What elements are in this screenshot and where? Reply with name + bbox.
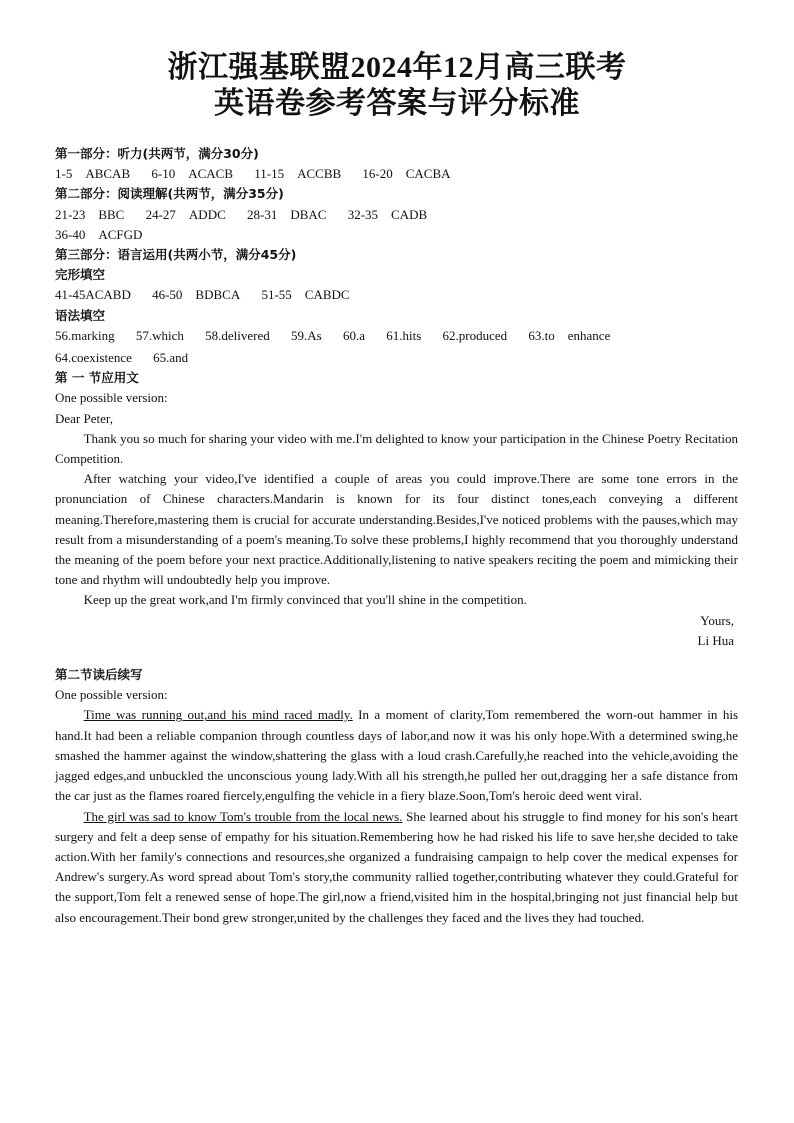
version-label: One possible version: [55,687,168,703]
answer-item: 63.to enhance [528,327,611,343]
answer-group: 6-10 ACACB [151,166,233,182]
continuation-paragraph [55,807,738,928]
given-first-sentence: Time was running out,and his mind raced madly. [83,707,353,723]
part2-answers-row2 [55,225,738,245]
part2-heading: 第二部分：阅读理解(共两节，满分35分) [55,186,284,202]
answer-group: 51-55 CABDC [261,287,350,303]
version-label: One possible version: [55,390,168,406]
answer-group: 21-23 BBC [55,206,125,222]
answer-item: 62.produced [442,327,508,343]
answer-item: 65.and [153,350,189,366]
writing1-heading: 第 一 节应用文 [55,370,139,386]
letter-closing: Yours, [700,612,734,628]
letter-paragraph: Keep up the great work,and I'm firmly convinced that you'll shine in the competition. [83,592,527,608]
answer-group: 11-15 ACCBB [254,166,342,182]
grammar-heading: 语法填空 [55,307,106,323]
answer-group: 28-31 DBAC [247,206,327,222]
part1-heading: 第一部分：听力(共两节，满分30分) [55,146,259,161]
part1-answers [55,164,738,184]
grammar-answers-row2 [55,348,738,368]
answer-group: 36-40 ACFGD [55,226,143,242]
answer-group: 16-20 CACBA [362,166,451,182]
letter-paragraph: After watching your video,I've identified a couple of areas you could improve.There are some tone errors in the pronunciation of Chinese characters.Mandarin is known for its four distinct tones,each conveying a different meaning.Therefore,mastering them is crucial for accurate understanding.Besides,I've noticed problems with the pauses,which may result from a misunderstanding of a poem's meaning.To solve these problems,I highly recommend that you thoroughly understand the meaning of the poem before your next practice.Additionally,listening to native speakers reciting the poem and mimicking their tone and rhythm will undoubtedly help you improve. [55,471,738,588]
cloze-answers [55,285,738,305]
answer-group: 24-27 ADDC [145,206,226,222]
paragraph-text: She learned about his struggle to find money for his son's heart surgery and felt a deep sense of empathy for his situation.Remembering how he had risked his life to save her,she decided to take action.With her family's connections and resources,she organized a fundraising campaign to help cover the medical expenses for Andrew's surgery.As word spread about Tom's story,the community rallied together,contributing whatever they could.Grateful for the support,Tom felt a renewed sense of hope.The girl,now a friend,visited him in the hospital,bringing not just financial help but also encouragement.Their bond grew stronger,united by the challenges they faced and the lives they had touched. [55,808,739,925]
answer-item: 61.hits [386,327,422,343]
answer-item: 60.a [342,327,365,343]
answer-item: 64.coexistence [55,350,132,366]
part2-answers-row1 [55,205,738,225]
answer-group: 46-50 BDBCA [152,287,241,303]
page-title: 浙江强基联盟2024年12月高三联考 [167,51,627,84]
answer-item: 57.which [135,327,184,343]
letter-salutation: Dear Peter, [55,410,113,426]
letter-signature: Li Hua [697,632,734,648]
paragraph-text: In a moment of clarity,Tom remembered the worn-out hammer in his hand.It had been a reliable companion through countless days of labor,and now it was his only hope.With a determined swing,he smashed the hammer against the window,shattering the glass with a loud crash.Carefully,he reached into the vehicle,avoiding the jagged edges,and unbuckled the unconscious young lady.With all his strength,he pulled her out,dragging her a safe distance from the car just as the flames roared fiercely,engulfing the vehicle in a fiery blaze.Soon,Tom's heroic deed went viral. [55,707,739,804]
answer-item: 59.As [290,327,322,343]
answer-content [55,144,738,928]
continuation-paragraph [55,705,738,806]
answer-item: 56.marking [55,327,115,343]
answer-group: 41-45ACABD [55,287,131,303]
answer-group: 32-35 CADB [347,206,428,222]
letter-paragraph: Thank you so much for sharing your video with me.I'm delighted to know your participation in the Chinese Poetry Recitation Competition. [55,430,738,467]
answer-item: 58.delivered [205,327,270,343]
given-first-sentence: The girl was sad to know Tom's trouble from the local news. [83,808,403,824]
answer-group: 1-5 ABCAB [55,166,131,182]
cloze-heading: 完形填空 [55,267,106,283]
page-subtitle: 英语卷参考答案与评分标准 [214,87,580,120]
writing2-heading: 第二节读后续写 [55,667,143,683]
grammar-answers-row1 [55,326,738,346]
part3-heading: 第三部分：语言运用(共两小节，满分45分) [55,247,297,263]
